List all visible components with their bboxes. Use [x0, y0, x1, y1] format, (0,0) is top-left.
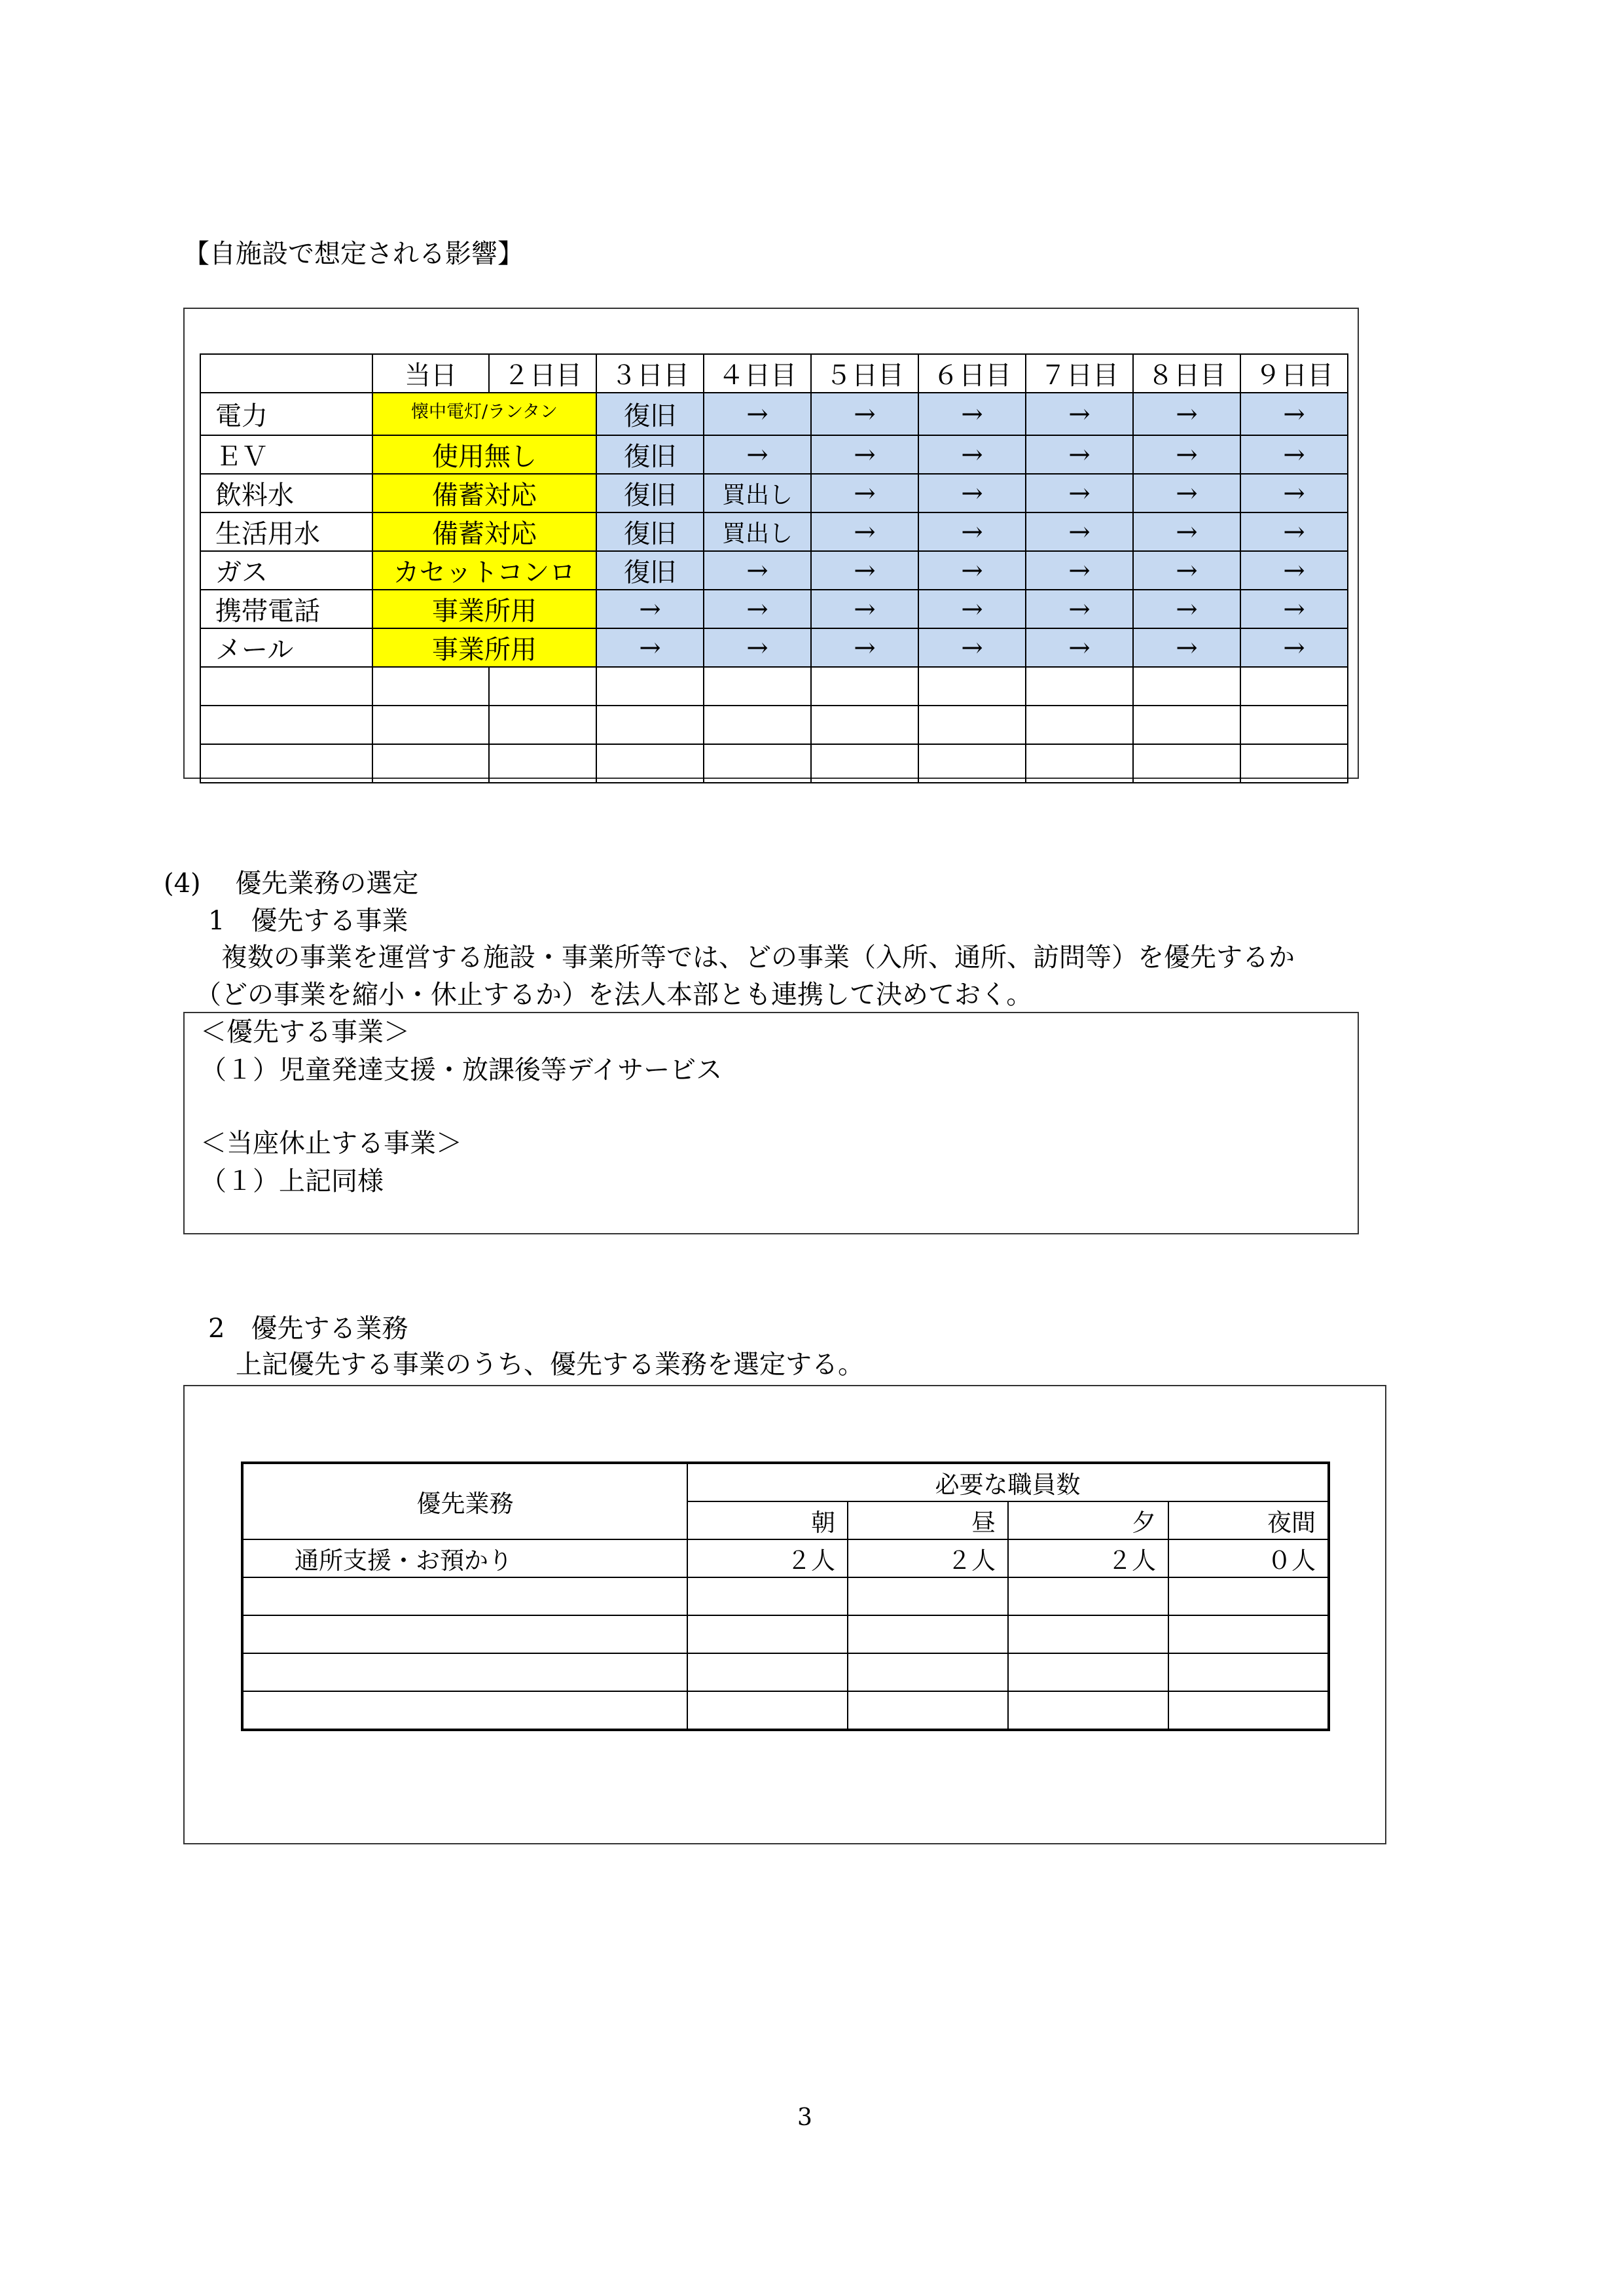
day-cell: →	[1240, 393, 1348, 435]
task-name: 通所支援・お預かり	[242, 1539, 687, 1577]
empty-cell	[1168, 1615, 1329, 1653]
time-header-night: 夜間	[1168, 1501, 1329, 1539]
staff-header: 必要な職員数	[687, 1463, 1329, 1501]
day-cell: 備蓄対応	[372, 474, 596, 512]
empty-cell	[704, 744, 811, 783]
task-row-empty	[242, 1577, 1329, 1615]
empty-cell	[1168, 1653, 1329, 1691]
day-cell: →	[811, 590, 918, 628]
empty-cell	[242, 1691, 687, 1730]
day-cell: →	[596, 628, 704, 667]
day-cell: →	[704, 590, 811, 628]
day-cell: 備蓄対応	[372, 512, 596, 551]
impact-row-utility-water	[200, 512, 1348, 551]
empty-cell	[1240, 706, 1348, 744]
empty-cell	[372, 744, 489, 783]
empty-cell	[811, 706, 918, 744]
task-row	[242, 1539, 1329, 1577]
day-cell: →	[1240, 590, 1348, 628]
empty-cell	[372, 706, 489, 744]
empty-cell	[1026, 667, 1133, 706]
header-cell: ２日目	[489, 354, 596, 393]
empty-cell	[687, 1615, 848, 1653]
empty-cell	[1168, 1691, 1329, 1730]
suspended-business-title: ＜当座休止する事業＞	[200, 1128, 462, 1158]
empty-cell	[704, 706, 811, 744]
row-label: ＥＶ	[200, 435, 372, 474]
day-cell: →	[1133, 628, 1240, 667]
header-cell: ８日目	[1133, 354, 1240, 393]
task-header-row	[242, 1463, 1329, 1501]
day-cell: →	[918, 551, 1026, 590]
impact-row-empty	[200, 706, 1348, 744]
day-cell: 事業所用	[372, 628, 596, 667]
empty-cell	[848, 1653, 1008, 1691]
day-cell: →	[918, 590, 1026, 628]
row-label: 携帯電話	[200, 590, 372, 628]
day-cell: →	[1026, 393, 1133, 435]
day-cell: 復旧	[596, 435, 704, 474]
row-label: メール	[200, 628, 372, 667]
day-cell: →	[596, 590, 704, 628]
empty-cell	[687, 1653, 848, 1691]
task-row-empty	[242, 1691, 1329, 1730]
empty-cell	[1168, 1577, 1329, 1615]
sub1-heading: 1 優先する事業	[208, 906, 408, 936]
sub2-heading: 2 優先する業務	[208, 1314, 408, 1344]
empty-cell	[811, 667, 918, 706]
empty-cell	[489, 744, 596, 783]
empty-cell	[1026, 706, 1133, 744]
empty-cell	[1240, 744, 1348, 783]
empty-cell	[918, 706, 1026, 744]
time-header-evening: 夕	[1008, 1501, 1168, 1539]
day-cell: →	[1240, 512, 1348, 551]
empty-cell	[848, 1691, 1008, 1730]
row-label: 生活用水	[200, 512, 372, 551]
day-cell: →	[918, 474, 1026, 512]
empty-cell	[489, 667, 596, 706]
day-cell: 買出し	[704, 474, 811, 512]
header-cell: 当日	[372, 354, 489, 393]
empty-cell	[1133, 706, 1240, 744]
empty-cell	[848, 1577, 1008, 1615]
header-cell: ９日目	[1240, 354, 1348, 393]
day-cell: 復旧	[596, 393, 704, 435]
impact-row-mail	[200, 628, 1348, 667]
empty-cell	[596, 667, 704, 706]
day-cell: 復旧	[596, 474, 704, 512]
empty-cell	[918, 744, 1026, 783]
page-number: 3	[797, 2104, 812, 2131]
empty-cell	[372, 667, 489, 706]
day-cell: →	[1133, 551, 1240, 590]
day-cell: →	[1026, 590, 1133, 628]
time-header-noon: 昼	[848, 1501, 1008, 1539]
empty-cell	[1008, 1615, 1168, 1653]
day-cell: →	[1240, 474, 1348, 512]
day-cell: 事業所用	[372, 590, 596, 628]
day-cell: →	[811, 393, 918, 435]
priority-business-title: ＜優先する事業＞	[200, 1017, 410, 1047]
header-cell	[200, 354, 372, 393]
empty-cell	[596, 744, 704, 783]
task-row-empty	[242, 1653, 1329, 1691]
empty-cell	[848, 1615, 1008, 1653]
day-cell: →	[1240, 628, 1348, 667]
empty-cell	[1008, 1577, 1168, 1615]
empty-cell	[242, 1615, 687, 1653]
day-cell: →	[811, 628, 918, 667]
day-cell: →	[918, 628, 1026, 667]
empty-cell	[200, 744, 372, 783]
impact-section-title: 【自施設で想定される影響】	[183, 239, 524, 269]
day-cell: →	[1026, 474, 1133, 512]
day-cell: →	[1133, 435, 1240, 474]
day-cell: →	[1240, 435, 1348, 474]
day-cell: →	[704, 551, 811, 590]
empty-cell	[1133, 667, 1240, 706]
empty-cell	[1008, 1691, 1168, 1730]
empty-cell	[489, 706, 596, 744]
empty-cell	[811, 744, 918, 783]
impact-row-empty	[200, 744, 1348, 783]
day-cell: 買出し	[704, 512, 811, 551]
day-cell: →	[918, 512, 1026, 551]
impact-row-gas	[200, 551, 1348, 590]
empty-cell	[200, 706, 372, 744]
day-cell: →	[1133, 393, 1240, 435]
empty-cell	[1026, 744, 1133, 783]
empty-cell	[596, 706, 704, 744]
empty-cell	[704, 667, 811, 706]
staff-count: ２人	[1008, 1539, 1168, 1577]
day-cell: →	[918, 435, 1026, 474]
priority-task-table	[241, 1462, 1330, 1731]
row-label: ガス	[200, 551, 372, 590]
day-cell: 使用無し	[372, 435, 596, 474]
empty-cell	[687, 1691, 848, 1730]
empty-cell	[1008, 1653, 1168, 1691]
suspended-business-item: （１）上記同様	[200, 1166, 384, 1196]
day-cell: →	[1240, 551, 1348, 590]
day-cell: →	[704, 435, 811, 474]
header-cell: ４日目	[704, 354, 811, 393]
task-header: 優先業務	[242, 1463, 687, 1539]
day-cell: →	[918, 393, 1026, 435]
day-cell: →	[1133, 512, 1240, 551]
header-cell: ５日目	[811, 354, 918, 393]
impact-row-ev	[200, 435, 1348, 474]
empty-cell	[1133, 744, 1240, 783]
day-cell: 復旧	[596, 512, 704, 551]
day-cell: →	[1133, 590, 1240, 628]
empty-cell	[1240, 667, 1348, 706]
impact-header-row	[200, 354, 1348, 393]
sub1-desc-line2: （どの事業を縮小・休止するか）を法人本部とも連携して決めておく。	[195, 980, 1033, 1010]
day-cell: 復旧	[596, 551, 704, 590]
staff-count: ０人	[1168, 1539, 1329, 1577]
empty-cell	[242, 1653, 687, 1691]
empty-cell	[200, 667, 372, 706]
empty-cell	[687, 1577, 848, 1615]
day-cell: カセットコンロ	[372, 551, 596, 590]
day-cell: →	[704, 628, 811, 667]
sub2-desc: 上記優先する事業のうち、優先する業務を選定する。	[236, 1350, 864, 1380]
day-cell: →	[811, 435, 918, 474]
day-cell: →	[1133, 474, 1240, 512]
day-cell: →	[1026, 551, 1133, 590]
task-row-empty	[242, 1615, 1329, 1653]
day-cell: →	[704, 393, 811, 435]
sub1-desc-line1: 複数の事業を運営する施設・事業所等では、どの事業（入所、通所、訪問等）を優先するか	[221, 942, 1295, 973]
day-cell: →	[811, 551, 918, 590]
day-cell: →	[1026, 628, 1133, 667]
impact-row-empty	[200, 667, 1348, 706]
priority-section-heading: (4) 優先業務の選定	[164, 869, 419, 899]
impact-row-drinking-water	[200, 474, 1348, 512]
impact-row-power	[200, 393, 1348, 435]
time-header-morning: 朝	[687, 1501, 848, 1539]
header-cell: ７日目	[1026, 354, 1133, 393]
row-label: 電力	[200, 393, 372, 435]
day-cell: →	[811, 474, 918, 512]
empty-cell	[918, 667, 1026, 706]
row-label: 飲料水	[200, 474, 372, 512]
header-cell: ３日目	[596, 354, 704, 393]
impact-table	[200, 353, 1348, 783]
staff-count: ２人	[687, 1539, 848, 1577]
day-cell: →	[1026, 435, 1133, 474]
day-cell: →	[1026, 512, 1133, 551]
header-cell: ６日目	[918, 354, 1026, 393]
day-cell: 懐中電灯/ランタン	[372, 393, 596, 435]
empty-cell	[242, 1577, 687, 1615]
staff-count: ２人	[848, 1539, 1008, 1577]
day-cell: →	[811, 512, 918, 551]
impact-row-mobile	[200, 590, 1348, 628]
priority-business-item: （１）児童発達支援・放課後等デイサービス	[200, 1055, 723, 1085]
